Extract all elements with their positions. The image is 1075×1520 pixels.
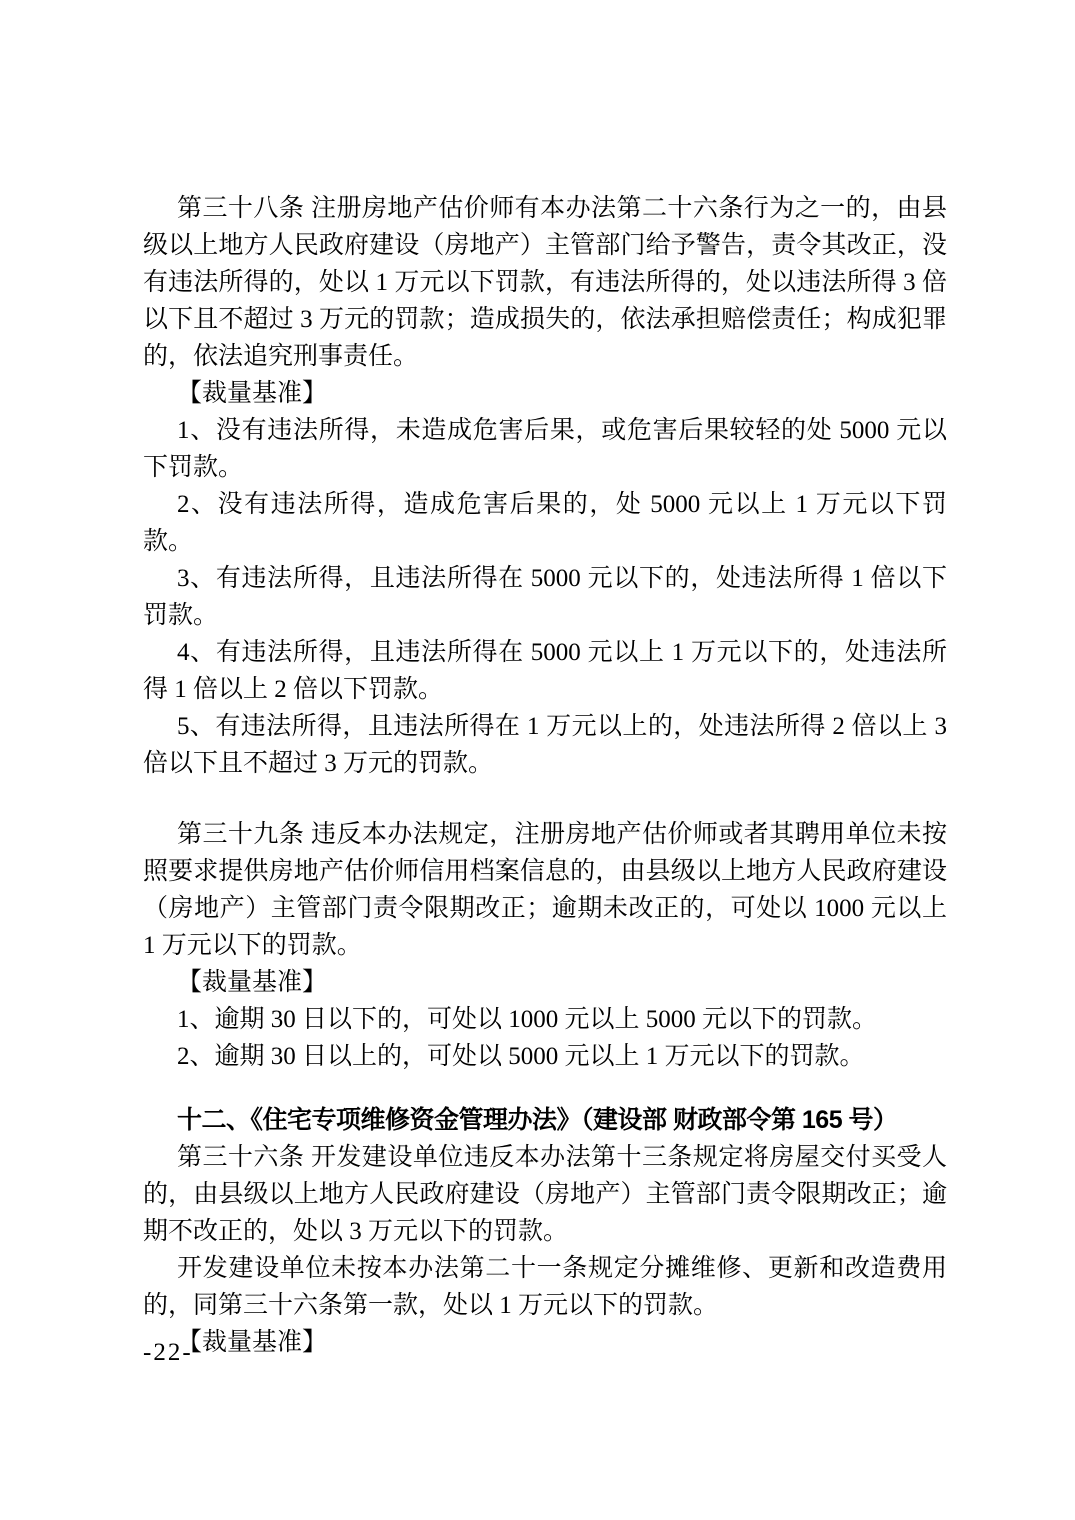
article-39-criteria-label: 【裁量基准】 <box>177 969 328 996</box>
document-content <box>143 190 947 1361</box>
article-38-criteria-item-1: 1、没有违法所得，未造成危害后果，或危害后果较轻的处 5000 元以下罚款。 <box>143 417 947 481</box>
article-39-criteria-item-1: 1、逾期 30 日以下的，可处以 1000 元以上 5000 元以下的罚款。 <box>177 1006 878 1033</box>
article-36-paragraph-1: 第三十六条 开发建设单位违反本办法第十三条规定将房屋交付买受人的，由县级以上地方人民政府建设（房地产）主管部门责令限期改正；逾期不改正的，处以 3 万元以下的罚款。 <box>143 1144 947 1245</box>
article-38-criteria-item-3: 3、有违法所得，且违法所得在 5000 元以下的，处违法所得 1 倍以下罚款。 <box>143 565 947 629</box>
article-36-criteria-label: 【裁量基准】 <box>177 1329 328 1356</box>
article-38-criteria-item-2: 2、没有违法所得，造成危害后果的，处 5000 元以上 1 万元以下罚款。 <box>143 491 947 555</box>
article-36-paragraph-2: 开发建设单位未按本办法第二十一条规定分摊维修、更新和改造费用的，同第三十六条第一款，处以 1 万元以下的罚款。 <box>143 1255 947 1319</box>
article-38-criteria-item-4: 4、有违法所得，且违法所得在 5000 元以上 1 万元以下的，处违法所得 1 倍以上 2 倍以下罚款。 <box>143 639 947 703</box>
article-39-paragraph: 第三十九条 违反本办法规定，注册房地产估价师或者其聘用单位未按照要求提供房地产估价师信用档案信息的，由县级以上地方人民政府建设（房地产）主管部门责令限期改正；逾期未改正的，可处以 1000 元以上 1 万元以下的罚款。 <box>143 821 947 959</box>
section-12-heading: 十二、《住宅专项维修资金管理办法》（建设部 财政部令第 165 号） <box>177 1106 898 1134</box>
article-38-criteria-item-5: 5、有违法所得，且违法所得在 1 万元以上的，处违法所得 2 倍以上 3 倍以下且不超过 3 万元的罚款。 <box>143 713 947 777</box>
article-39-criteria-item-2: 2、逾期 30 日以上的，可处以 5000 元以上 1 万元以下的罚款。 <box>177 1043 865 1070</box>
article-38-criteria-label: 【裁量基准】 <box>177 380 328 407</box>
article-38-paragraph: 第三十八条 注册房地产估价师有本办法第二十六条行为之一的，由县级以上地方人民政府建设（房地产）主管部门给予警告，责令其改正，没有违法所得的，处以 1 万元以下罚款，有违法所得的，处以违法所得 3 倍以下且不超过 3 万元的罚款；造成损失的，依法承担赔偿责任；构成犯罪的，依法追究刑事责任。 <box>143 195 947 370</box>
page-number: -22- <box>143 1339 193 1366</box>
